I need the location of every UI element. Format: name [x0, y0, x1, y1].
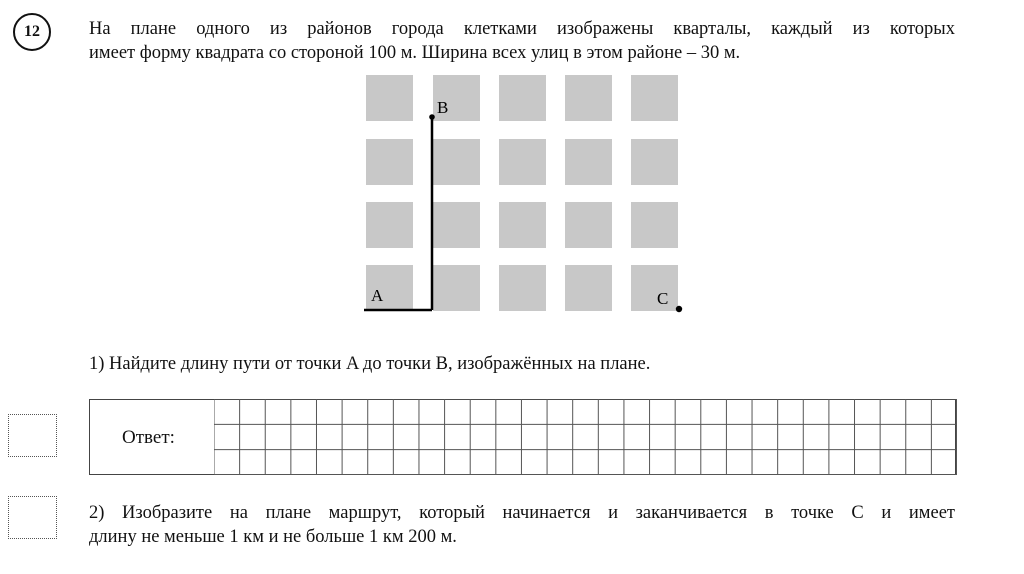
city-block — [433, 265, 480, 311]
city-block — [499, 265, 546, 311]
city-block — [499, 139, 546, 185]
task-number: 12 — [24, 23, 40, 40]
city-block — [565, 139, 612, 185]
task-text-line-1: На плане одного из районов города клетками изображены кварталы, каждый из которых — [89, 19, 955, 39]
city-block — [631, 265, 678, 311]
point-b-marker — [429, 114, 435, 120]
city-block — [499, 202, 546, 248]
question-2-line-2: длину не меньше 1 км и не больше 1 км 200 м. — [89, 527, 457, 547]
city-block — [433, 202, 480, 248]
city-block — [565, 265, 612, 311]
score-box-1[interactable] — [8, 414, 57, 457]
city-block — [366, 139, 413, 185]
city-blocks — [366, 75, 678, 311]
city-block — [433, 139, 480, 185]
city-block — [631, 139, 678, 185]
city-block — [565, 202, 612, 248]
label-c: C — [657, 289, 669, 308]
label-a: A — [371, 286, 384, 305]
city-block — [631, 75, 678, 121]
score-box-2[interactable] — [8, 496, 57, 539]
question-2 — [89, 501, 955, 549]
city-block — [499, 75, 546, 121]
point-c-marker — [676, 306, 682, 312]
task-text-line-2: имеет форму квадрата со стороной 100 м. Ширина всех улиц в этом районе – 30 м. — [89, 43, 741, 63]
answer-field[interactable] — [89, 399, 956, 475]
label-b: B — [437, 98, 449, 117]
question-1: 1) Найдите длину пути от точки A до точки B, изображённых на плане. — [89, 354, 651, 374]
city-block — [366, 75, 413, 121]
question-2-line-1: 2) Изобразите на плане маршрут, который начинается и заканчивается в точке C и имеет — [89, 503, 955, 523]
city-block — [366, 202, 413, 248]
answer-cell-grid[interactable] — [214, 399, 957, 475]
city-block — [631, 202, 678, 248]
city-block — [565, 75, 612, 121]
answer-label: Ответ: — [122, 427, 175, 448]
